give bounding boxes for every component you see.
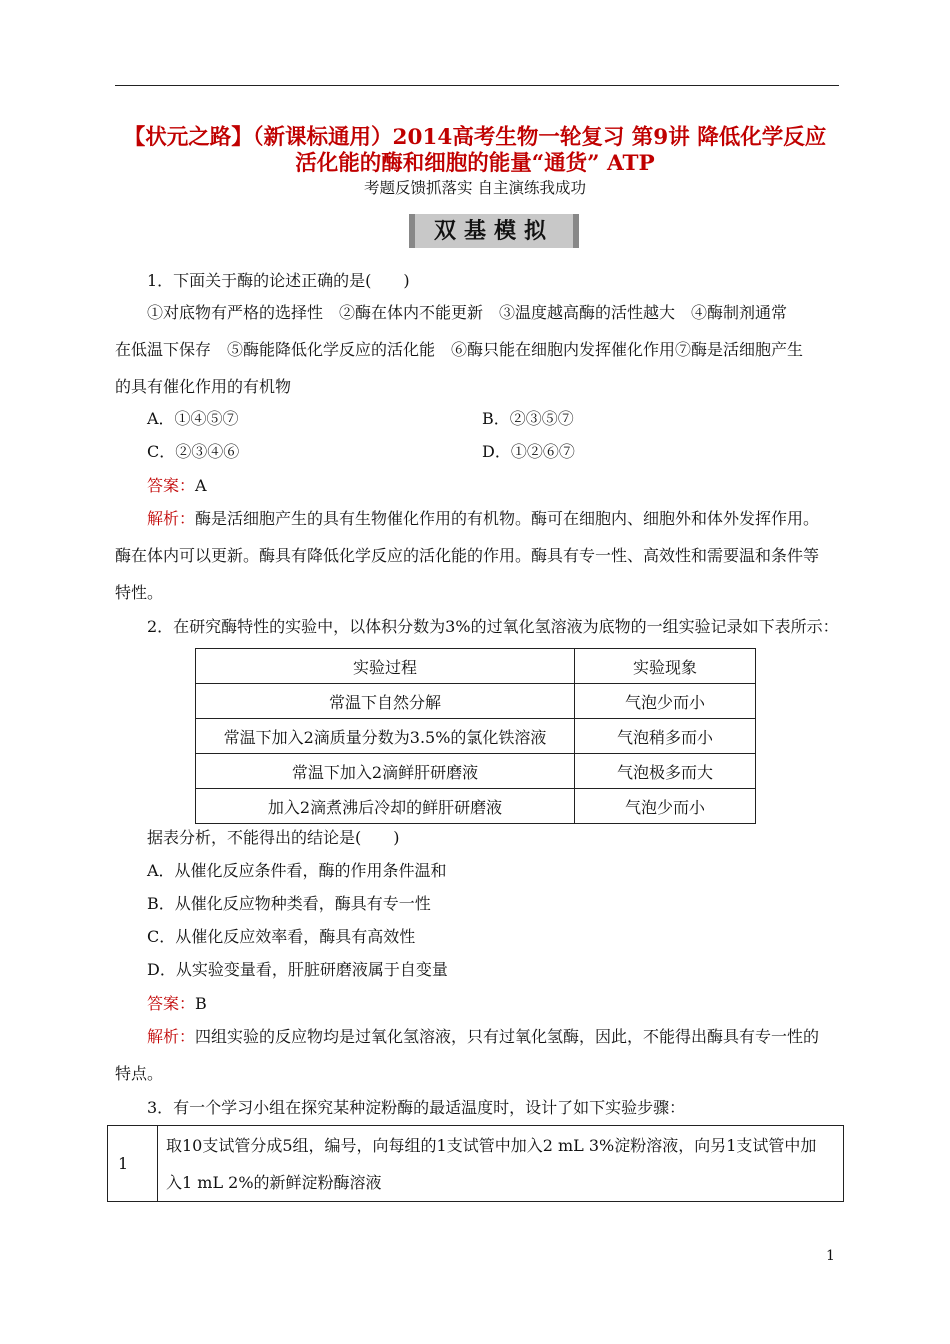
q2-question: 据表分析，不能得出的结论是( ) [147,828,400,847]
table-cell: 常温下加入2滴鲜肝研磨液 [196,754,575,789]
table-header-cell: 实验过程 [196,649,575,684]
answer-label: 答案： [147,476,196,495]
answer-value: B [195,994,207,1013]
analysis-text: 四组实验的反应物均是过氧化氢溶液，只有过氧化氢酶，因此，不能得出酶具有专一性的 [195,1027,820,1046]
step-text [158,1126,844,1202]
q2-experiment-table [195,648,756,824]
table-row [196,754,756,789]
subtitle: 考题反馈抓落实 自主演练我成功 [364,179,586,197]
analysis-text: 酶是活细胞产生的具有生物催化作用的有机物。酶可在细胞内、细胞外和体外发挥作用。 [195,509,820,528]
step-number: 1 [108,1126,158,1202]
q2-option-a: A．从催化反应条件看，酶的作用条件温和 [147,861,447,880]
q2-option-d: D．从实验变量看，肝脏研磨液属于自变量 [147,960,448,979]
q1-answer [147,475,207,497]
q1-body-line: 在低温下保存 ⑤酶能降低化学反应的活化能 ⑥酶只能在细胞内发挥催化作用⑦酶是活细胞产生 [115,340,804,359]
q1-body-line: 的具有催化作用的有机物 [115,377,292,396]
q2-analysis-line: 特点。 [115,1064,164,1083]
answer-label: 答案： [147,994,196,1013]
table-cell: 常温下自然分解 [196,684,575,719]
table-header-row [196,649,756,684]
q2-option-c: C．从催化反应效率看，酶具有高效性 [147,927,416,946]
answer-value: A [195,476,207,495]
title-line-2: 活化能的酶和细胞的能量“通货” ATP [295,151,655,176]
table-cell: 气泡少而小 [575,684,756,719]
analysis-label: 解析： [147,509,196,528]
title-line-1: 【状元之路】（新课标通用）2014高考生物一轮复习 第9讲 降低化学反应 [123,125,827,150]
q1-option-d: D．①②⑥⑦ [482,442,575,461]
analysis-label: 解析： [147,1027,196,1046]
q1-analysis-line: 酶在体内可以更新。酶具有降低化学反应的活化能的作用。酶具有专一性、高效性和需要温和条件等 [115,546,820,565]
table-cell: 常温下加入2滴质量分数为3.5%的氯化铁溶液 [196,719,575,754]
q1-option-c: C．②③④⑥ [147,442,240,461]
q1-analysis [147,508,819,530]
q2-option-b: B．从催化反应物种类看，酶具有专一性 [147,894,431,913]
q1-body-line: ①对底物有严格的选择性 ②酶在体内不能更新 ③温度越高酶的活性越大 ④酶制剂通常 [147,303,788,322]
section-banner: 双基模拟 [409,214,579,248]
header-rule [115,85,839,86]
q1-analysis-line: 特性。 [115,583,164,602]
table-row [108,1126,844,1202]
table-row [196,789,756,824]
q2-answer [147,993,207,1015]
table-cell: 气泡极多而大 [575,754,756,789]
table-header-cell: 实验现象 [575,649,756,684]
q3-steps-table [107,1125,844,1202]
page-number: 1 [826,1248,835,1264]
table-cell: 气泡稍多而小 [575,719,756,754]
q3-stem: 3．有一个学习小组在探究某种淀粉酶的最适温度时，设计了如下实验步骤： [147,1098,686,1117]
table-cell: 加入2滴煮沸后冷却的鲜肝研磨液 [196,789,575,824]
table-cell: 气泡少而小 [575,789,756,824]
table-row [196,684,756,719]
q1-option-a: A．①④⑤⑦ [147,409,239,428]
q2-analysis [147,1026,819,1048]
q1-stem: 1．下面关于酶的论述正确的是( ) [147,271,410,290]
q1-option-b: B．②③⑤⑦ [482,409,574,428]
step-text-line: 入1 mL 2%的新鲜淀粉酶溶液 [166,1172,382,1192]
step-text-line: 取10支试管分成5组，编号，向每组的1支试管中加入2 mL 3%淀粉溶液，向另1支试管中加 [166,1135,817,1155]
q2-stem: 2．在研究酶特性的实验中，以体积分数为3%的过氧化氢溶液为底物的一组实验记录如下表所示： [147,617,839,636]
table-row [196,719,756,754]
